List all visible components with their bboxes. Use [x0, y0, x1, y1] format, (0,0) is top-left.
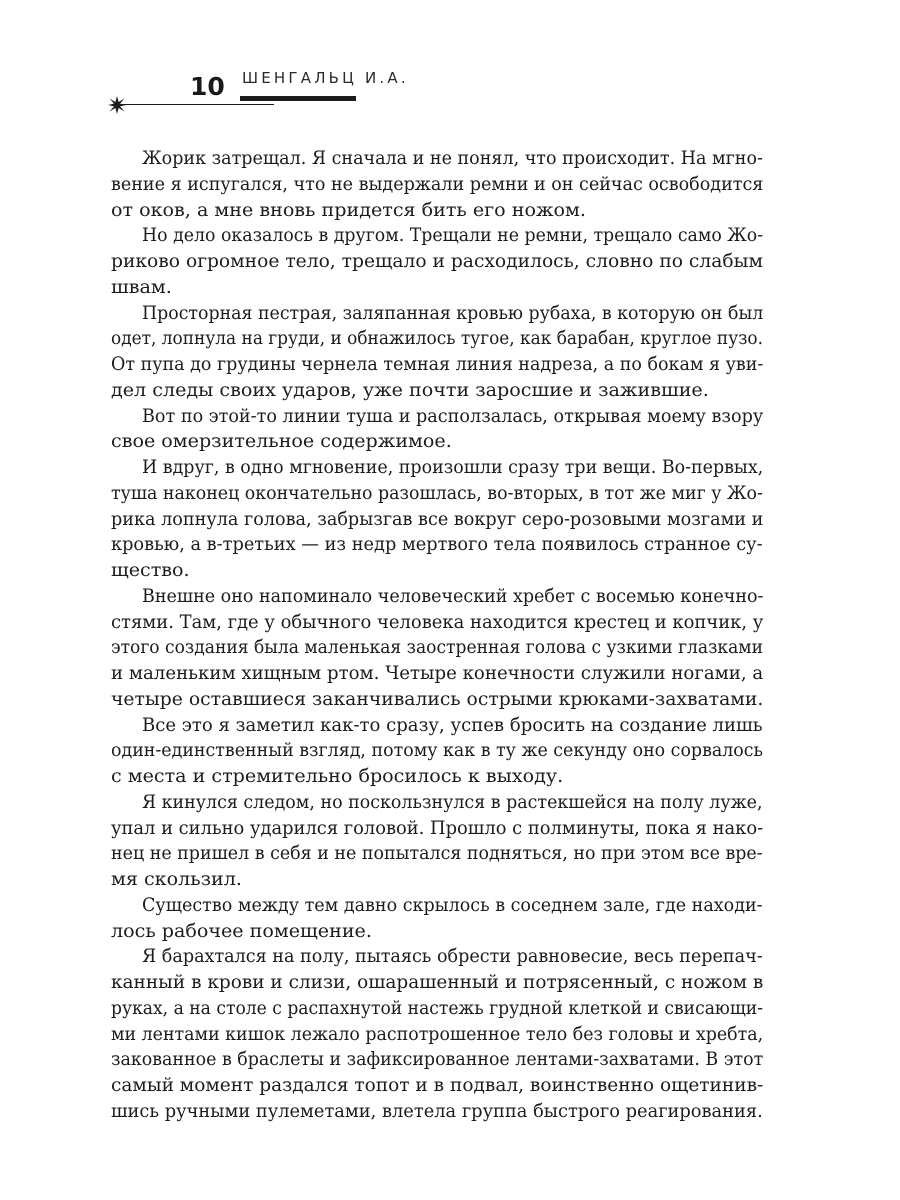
star-ornament-icon [107, 95, 127, 115]
text-line: От пупа до грудины чернела темная линия надреза, а по бокам я уви- [111, 352, 764, 375]
header-rule [112, 104, 274, 105]
text-line: Но дело оказалось в другом. Трещали не ремни, трещало само Жо- [142, 223, 764, 247]
paragraph [111, 403, 764, 455]
text-line: шись ручными пулеметами, влетела группа быстрого реагирования. [111, 1098, 763, 1122]
text-line: Все это я заметил как-то сразу, успев бросить на создание лишь [142, 712, 763, 736]
text-line: Существо между тем давно скрылось в соседнем зале, где находи- [142, 892, 763, 916]
paragraph [111, 454, 764, 583]
running-head-author: ШЕНГАЛЬЦ И.А. [242, 69, 409, 87]
text-line: кровью, а в-третьих — из недр мертвого тела появилось странное су- [111, 532, 763, 556]
paragraph [111, 583, 764, 712]
paragraph [111, 789, 764, 892]
text-line: и маленьким хищным ртом. Четыре конечности служили ногами, а [111, 661, 764, 684]
text-line: щество. [111, 558, 190, 581]
text-line: Я кинулся следом, но поскользнулся в растекшейся на полу луже, [142, 789, 763, 813]
paragraph [111, 712, 764, 789]
paragraph [111, 145, 764, 222]
text-line: Жорик затрещал. Я сначала и не понял, что происходит. На мгно- [142, 146, 763, 169]
text-line: свое омерзительное содержимое. [111, 429, 452, 453]
paragraph [111, 892, 763, 944]
text-line: четыре оставшиеся заканчивались острыми крюками-захватами. [111, 686, 764, 710]
text-line: от оков, а мне вновь придется бить его ножом. [111, 197, 586, 221]
text-line: Просторная пестрая, заляпанная кровью рубаха, в которую он был [142, 300, 764, 324]
text-line: стями. Там, где у обычного человека находится крестец и копчик, у [111, 609, 764, 633]
body-text [111, 145, 764, 1124]
text-line: дел следы своих ударов, уже почти заросшие и зажившие. [111, 377, 709, 401]
text-line: руках, а на столе с распахнутой настежь грудной клеткой и свисающи- [111, 995, 764, 1019]
text-line: закованное в браслеты и зафиксированное лентами-захватами. В этот [111, 1047, 764, 1071]
text-line: ми лентами кишок лежало распотрошенное тело без головы и хребта, [111, 1021, 764, 1045]
text-line: лось рабочее помещение. [111, 918, 372, 942]
paragraph [111, 943, 764, 1123]
text-line: самый момент раздался топот и в подвал, воинственно ощетинив- [111, 1073, 764, 1096]
text-line: швам. [111, 274, 172, 298]
paragraph [111, 300, 764, 403]
text-line: туша наконец окончательно разошлась, во-вторых, в тот же миг у Жо- [111, 480, 763, 504]
text-line: с места и стремительно бросилось к выходу. [111, 764, 564, 787]
text-line: одет, лопнула на груди, и обнажилось тугое, как барабан, круглое пузо. [111, 326, 764, 350]
text-line: Внешне оно напоминало человеческий хребет с восемью конечно- [142, 583, 764, 607]
header-bar [240, 96, 356, 101]
text-line: мя скользил. [111, 867, 242, 890]
text-line: нец не пришел в себя и не попытался подняться, но при этом все вре- [111, 841, 763, 865]
text-line: риково огромное тело, трещало и расходилось, словно по слабым [111, 249, 763, 272]
text-line: Вот по этой-то линии туша и расползалась, открывая моему взору [142, 403, 764, 427]
text-line: И вдруг, в одно мгновение, произошли сразу три вещи. Во-первых, [142, 455, 764, 478]
page-number: 10 [190, 72, 225, 101]
text-line: канный в крови и слизи, ошарашенный и потрясенный, с ножом в [111, 970, 764, 993]
text-line: Я барахтался на полу, пытаясь обрести равновесие, весь перепач- [142, 944, 763, 968]
text-line: упал и сильно ударился головой. Прошло с полминуты, пока я нако- [111, 815, 764, 839]
text-line: этого создания была маленькая заостренная голова с узкими глазками [111, 635, 764, 659]
paragraph [111, 222, 764, 299]
text-line: один-единственный взгляд, потому как в ту же секунду оно сорвалось [111, 738, 764, 762]
text-line: рика лопнула голова, забрызгав все вокруг серо-розовыми мозгами и [111, 506, 764, 530]
text-line: вение я испугался, что не выдержали ремни и он сейчас освободится [111, 171, 764, 195]
